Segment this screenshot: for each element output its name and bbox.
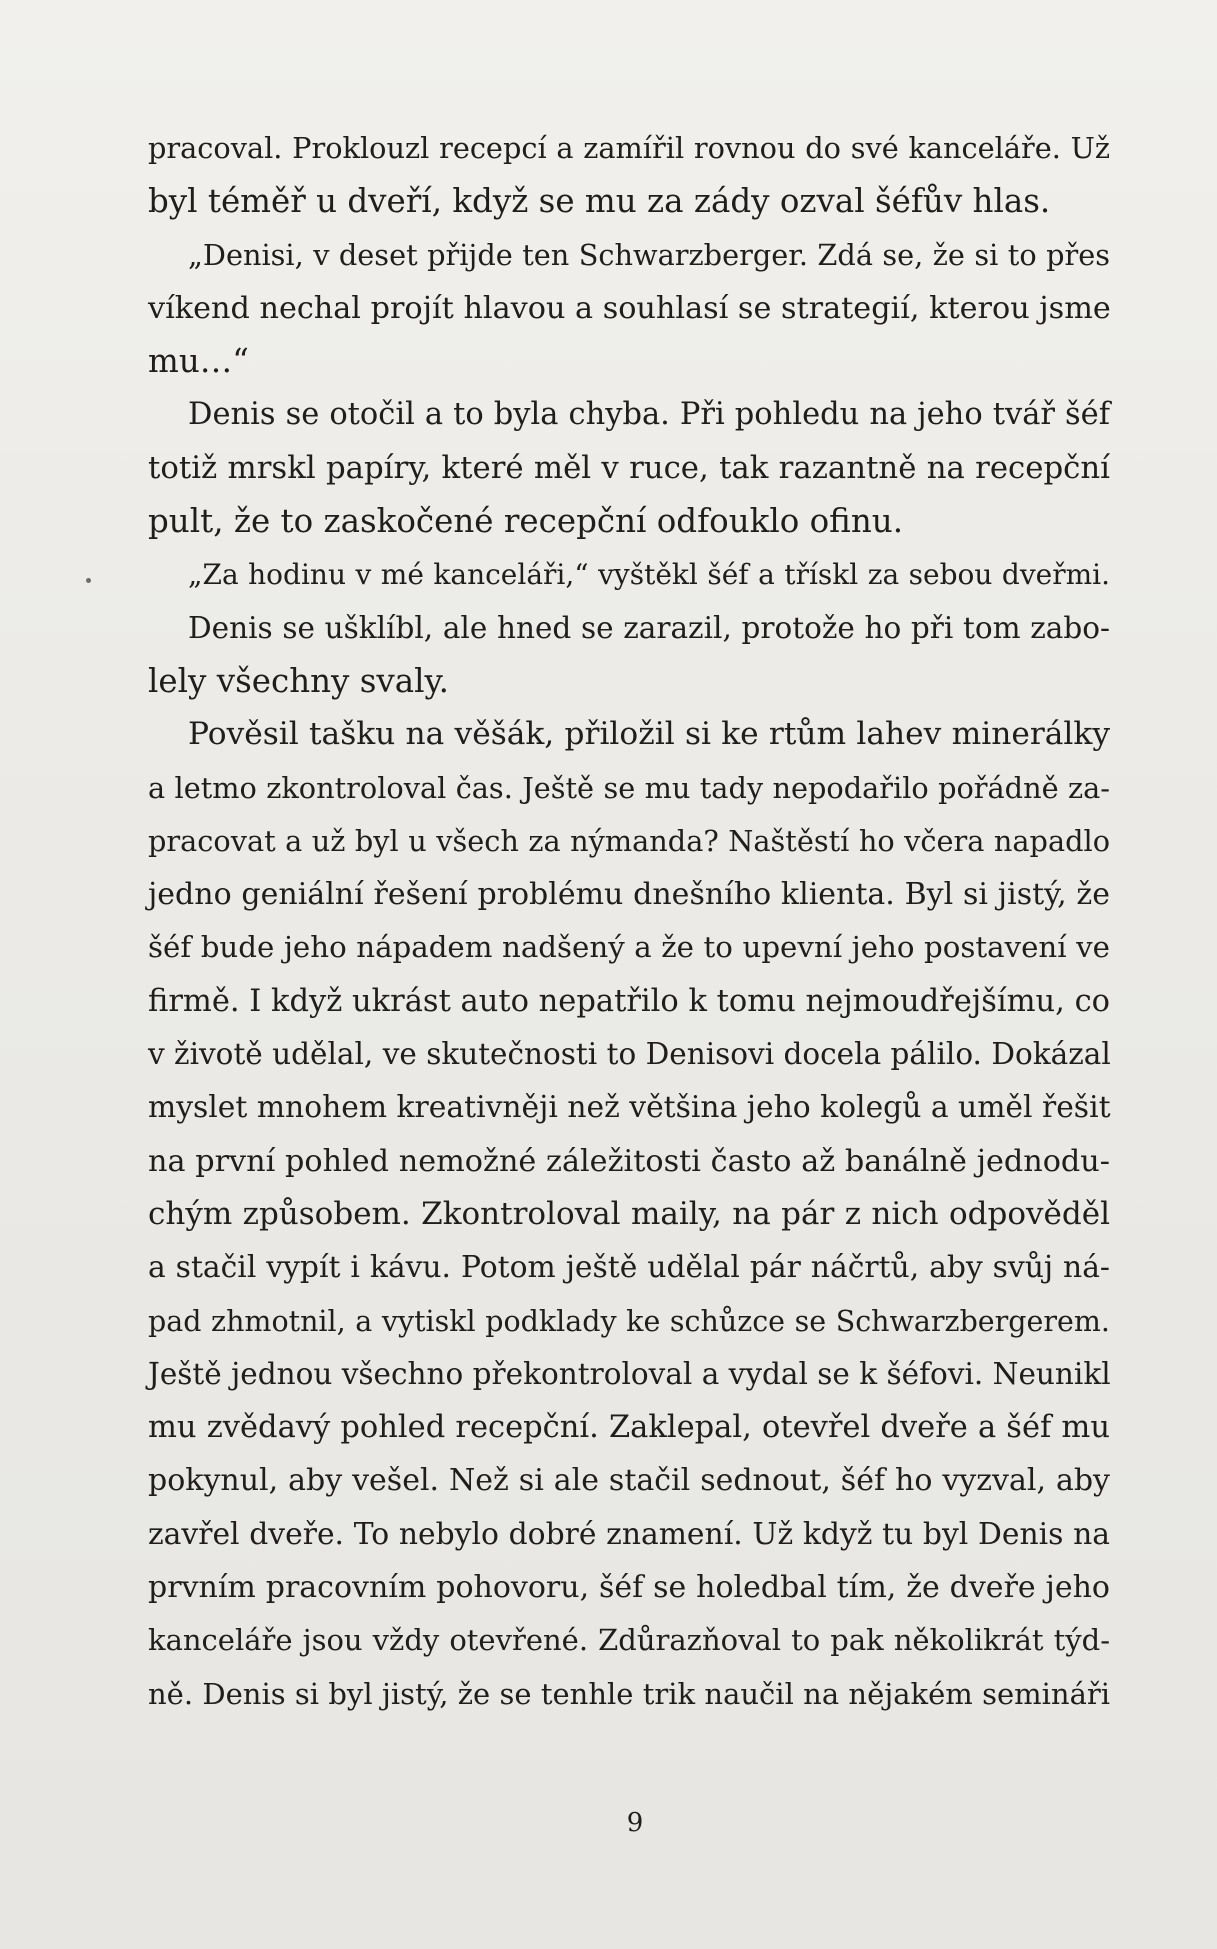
body-text	[148, 122, 1110, 1721]
text-line: šéf bude jeho nápadem nadšený a že to upevní jeho postavení ve	[148, 930, 1110, 965]
text-line: víkend nechal projít hlavou a souhlasí se strategií, kterou jsme	[148, 290, 1111, 326]
text-line: Pověsil tašku na věšák, přiložil si ke rtům lahev minerálky	[188, 716, 1110, 753]
text-line: „Denisi, v deset přijde ten Schwarzberger. Zdá se, že si to přes	[188, 237, 1110, 272]
text-line: v životě udělal, ve skutečnosti to Denisovi docela pálilo. Dokázal	[148, 1037, 1111, 1072]
text-line: chým způsobem. Zkontroloval maily, na pár z nich odpověděl	[148, 1195, 1110, 1232]
text-line: myslet mnohem kreativněji než většina jeho kolegů a uměl řešit	[148, 1090, 1111, 1126]
text-line: totiž mrskl papíry, které měl v ruce, tak razantně na recepční	[148, 449, 1110, 486]
text-line: pult, že to zaskočené recepční odfouklo ofinu.	[148, 502, 904, 541]
text-line: jedno geniální řešení problému dnešního klienta. Byl si jistý, že	[148, 877, 1110, 913]
page-number: 9	[626, 1808, 644, 1838]
text-line: pad zhmotnil, a vytiskl podklady ke schůzce se Schwarzbergerem.	[148, 1304, 1110, 1338]
text-line: kanceláře jsou vždy otevřené. Zdůrazňoval to pak několikrát týd-	[148, 1623, 1110, 1658]
text-line: byl téměř u dveří, když se mu za zády ozval šéfův hlas.	[148, 182, 1051, 221]
text-line: mu…“	[148, 342, 249, 381]
text-line: na první pohled nemožné záležitosti často až banálně jednodu-	[148, 1143, 1110, 1179]
text-line: Ještě jednou všechno překontroloval a vydal se k šéfovi. Neunikl	[148, 1356, 1111, 1391]
text-line: zavřel dveře. To nebylo dobré znamení. Už když tu byl Denis na	[148, 1516, 1110, 1552]
text-line: firmě. I když ukrást auto nepatřilo k tomu nejmoudřejšímu, co	[148, 983, 1111, 1019]
text-line: mu zvědavý pohled recepční. Zaklepal, otevřel dveře a šéf mu	[148, 1410, 1110, 1446]
margin-mark	[86, 578, 91, 583]
text-line: ně. Denis si byl jistý, že se tenhle trik naučil na nějakém semináři	[148, 1676, 1110, 1711]
text-line: Denis se ušklíbl, ale hned se zarazil, protože ho při tom zabo-	[188, 610, 1110, 645]
text-line: prvním pracovním pohovoru, šéf se holedbal tím, že dveře jeho	[148, 1570, 1110, 1606]
text-line: a letmo zkontroloval čas. Ještě se mu tady nepodařilo pořádně za-	[148, 770, 1110, 805]
text-line: pokynul, aby vešel. Než si ale stačil sednout, šéf ho vyzval, aby	[148, 1463, 1110, 1499]
text-line: „Za hodinu v mé kanceláři,“ vyštěkl šéf a třískl za sebou dveřmi.	[188, 558, 1110, 592]
text-line: lely všechny svaly.	[148, 661, 449, 700]
text-line: a stačil vypít i kávu. Potom ještě udělal pár náčrtů, aby svůj ná-	[148, 1250, 1110, 1286]
text-line: Denis se otočil a to byla chyba. Při pohledu na jeho tvář šéf	[188, 397, 1110, 433]
text-line: pracoval. Proklouzl recepcí a zamířil rovnou do své kanceláře. Už	[148, 131, 1110, 165]
text-line: pracovat a už byl u všech za nýmanda? Naštěstí ho včera napadlo	[148, 823, 1110, 858]
